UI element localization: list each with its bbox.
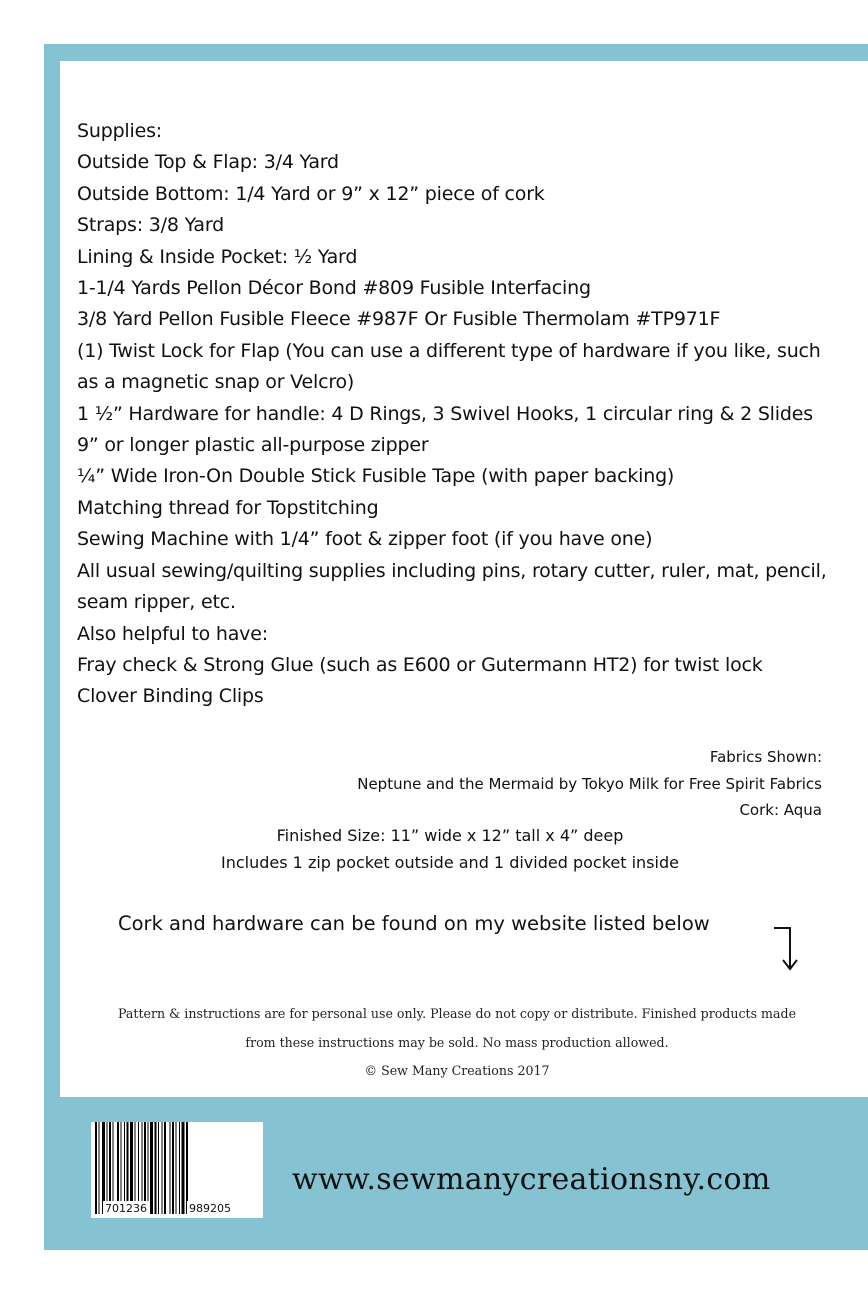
barcode-left-digits: 701236 (105, 1202, 147, 1215)
supply-item: Clover Binding Clips (77, 685, 264, 708)
supply-item: 3/8 Yard Pellon Fusible Fleece #987F Or Fusible Thermolam #TP971F (77, 308, 721, 331)
supply-item: Fray check & Strong Glue (such as E600 or Gutermann HT2) for twist lock (77, 653, 763, 676)
supply-item: All usual sewing/quilting supplies including pins, rotary cutter, ruler, mat, pencil, seam ripper, etc. (77, 559, 827, 614)
supply-item: (1) Twist Lock for Flap (You can use a different type of hardware if you like, such as a magnetic snap or Velcro) (77, 339, 821, 394)
legal-line: from these instructions may be sold. No mass production allowed. (245, 1034, 669, 1050)
finished-info (150, 823, 750, 876)
arrow-down-icon (772, 922, 802, 972)
supplies-heading: Supplies: (77, 120, 162, 142)
website-url: www.sewmanycreationsny.com (292, 1162, 771, 1197)
fabrics-shown (262, 744, 822, 824)
supply-item: 1-1/4 Yards Pellon Décor Bond #809 Fusible Interfacing (77, 277, 591, 300)
supply-item: Straps: 3/8 Yard (77, 214, 224, 237)
finished-size: Finished Size: 11” wide x 12” tall x 4” deep (276, 826, 624, 845)
legal-line: Pattern & instructions are for personal use only. Please do not copy or distribute. Finished products made (117, 1006, 797, 1021)
supplies-list (77, 116, 837, 713)
supply-item: Matching thread for Topstitching (77, 496, 379, 519)
barcode-right-digits: 989205 (189, 1202, 231, 1215)
supply-item: Outside Bottom: 1/4 Yard or 9” x 12” piece of cork (77, 182, 545, 205)
supply-item: 9” or longer plastic all-purpose zipper (77, 434, 429, 457)
barcode-numbers (91, 1201, 263, 1217)
supply-item: Sewing Machine with 1/4” foot & zipper foot (if you have one) (77, 528, 653, 551)
cork-color: Cork: Aqua (739, 801, 822, 819)
cork-note: Cork and hardware can be found on my website listed below (118, 912, 710, 935)
supply-item: 1 ½” Hardware for handle: 4 D Rings, 3 Swivel Hooks, 1 circular ring & 2 Slides (77, 402, 813, 425)
fabrics-label: Fabrics Shown: (709, 748, 822, 766)
supply-item: ¼” Wide Iron-On Double Stick Fusible Tape (with paper backing) (77, 465, 675, 488)
supply-item: Also helpful to have: (77, 622, 268, 645)
supply-item: Lining & Inside Pocket: ½ Yard (77, 245, 358, 268)
supply-item: Outside Top & Flap: 3/4 Yard (77, 151, 339, 174)
legal-notice (82, 1000, 832, 1086)
pockets-info: Includes 1 zip pocket outside and 1 divided pocket inside (221, 852, 679, 872)
copyright: © Sew Many Creations 2017 (364, 1063, 550, 1078)
fabrics-line: Neptune and the Mermaid by Tokyo Milk for Free Spirit Fabrics (357, 774, 822, 793)
